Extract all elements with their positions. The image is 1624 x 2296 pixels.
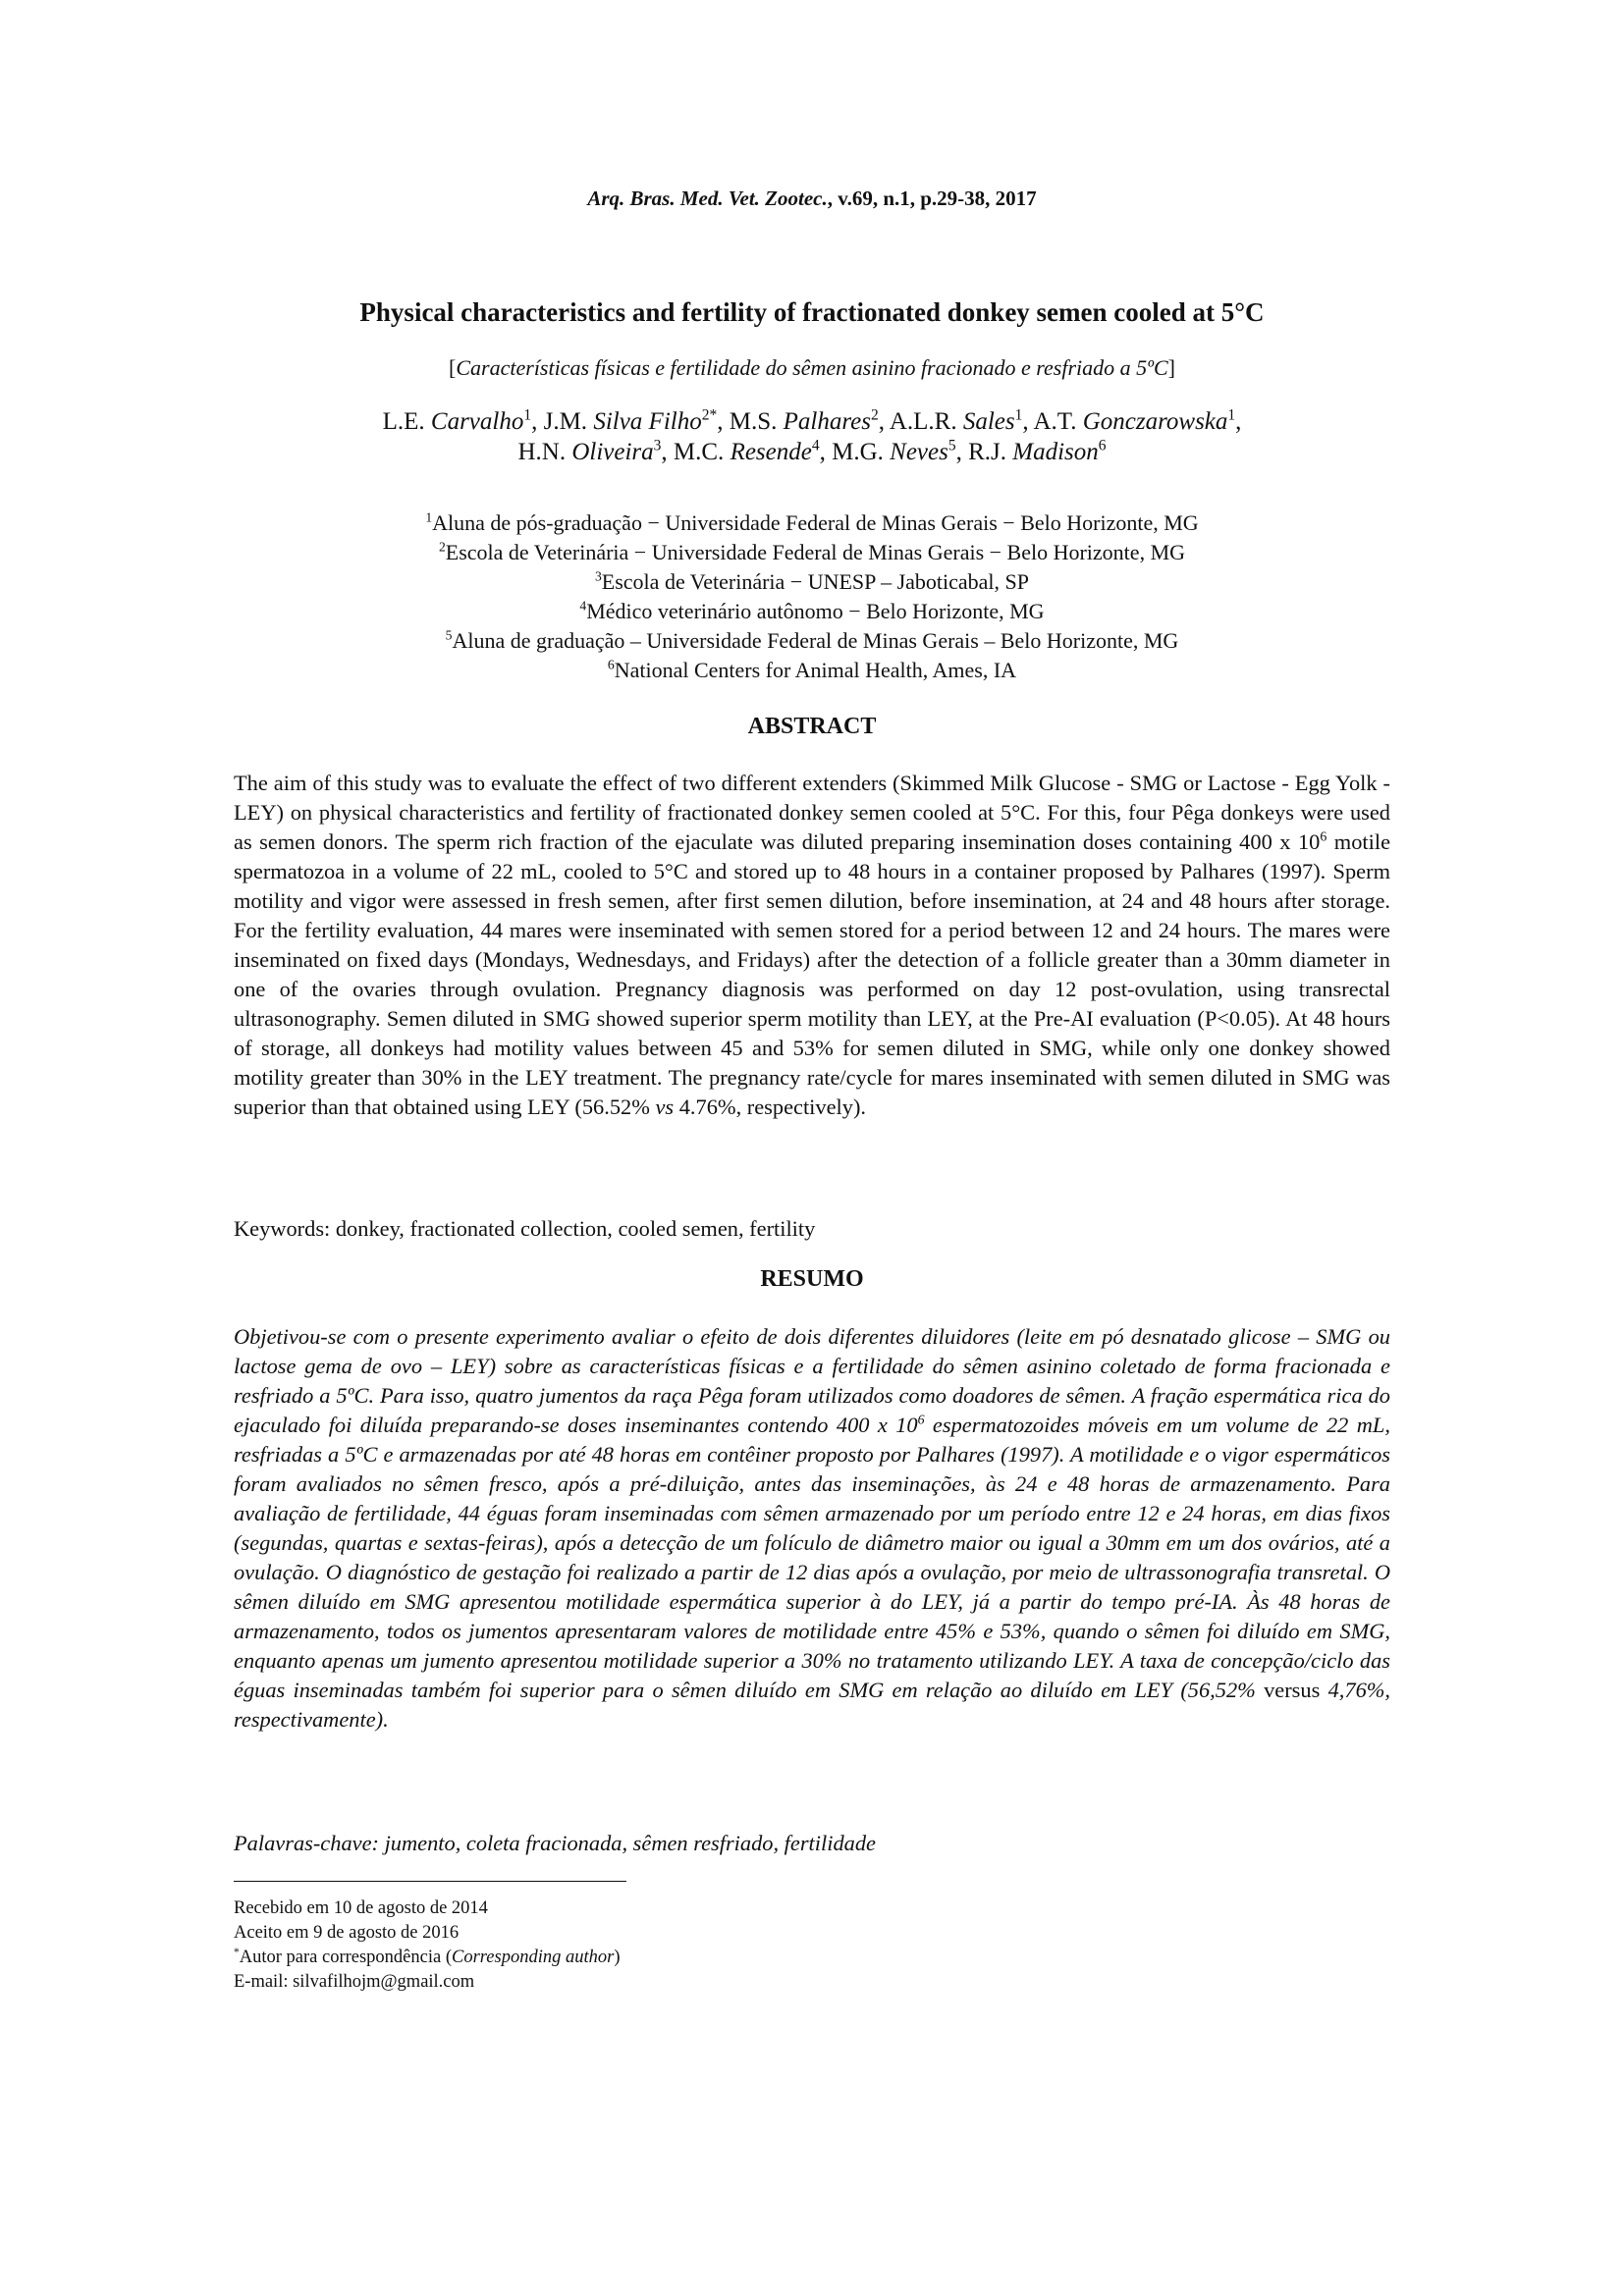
affiliation: $^2$Escola de Veterinária − Universidade Federal de Minas Gerais − Belo Horizonte, MG: [438, 539, 1186, 564]
author: H.N. Oliveira$^3$,: [517, 437, 674, 465]
author: M.S. Palhares$^2$,: [729, 406, 890, 435]
journal-name: Arq. Bras. Med. Vet. Zootec.: [587, 187, 828, 210]
paper-title-portuguese: [Características físicas e fertilidade do sêmen asinino fracionado e resfriado a 5ºC]: [449, 355, 1175, 380]
footnote-accepted: Aceito em 9 de agosto de 2016: [234, 1923, 460, 1943]
title-pt-text: Características físicas e fertilidade do sêmen asinino fracionado e resfriado a 5ºC: [456, 355, 1168, 380]
footnote-email: E-mail: silvafilhojm@gmail.com: [234, 1972, 475, 1992]
affiliation-list: [0, 508, 1624, 685]
author: M.G. Neves$^5$,: [832, 437, 969, 465]
author: L.E. Carvalho$^1$,: [382, 406, 544, 435]
author-list: [0, 406, 1624, 467]
palavras-chave: Palavras-chave: jumento, coleta fracionada, sêmen resfriado, fertilidade: [234, 1831, 876, 1855]
journal-header: [0, 187, 1624, 211]
author: M.C. Resende$^4$,: [673, 437, 833, 465]
affiliation: $^5$Aluna de graduação – Universidade Federal de Minas Gerais – Belo Horizonte, MG: [445, 627, 1179, 653]
footnotes: [234, 1896, 1117, 1995]
author: A.L.R. Sales$^1$,: [889, 406, 1034, 435]
footnote-divider: [234, 1881, 626, 1882]
author: A.T. Gonczarowska$^1$,: [1033, 406, 1242, 435]
author: R.J. Madison$^6$: [968, 437, 1107, 465]
author: J.M. Silva Filho$^{2*}$,: [543, 406, 730, 435]
footnote-received: Recebido em 10 de agosto de 2014: [234, 1898, 488, 1918]
affiliation: $^6$National Centers for Animal Health, Ames, IA: [607, 657, 1017, 682]
abstract-heading: ABSTRACT: [747, 714, 877, 739]
affiliation: $^3$Escola de Veterinária − UNESP – Jaboticabal, SP: [594, 568, 1030, 594]
journal-issue: , v.69, n.1, p.29-38, 2017: [827, 187, 1037, 210]
keywords: Keywords: donkey, fractionated collection, cooled semen, fertility: [234, 1216, 816, 1241]
author-line-1: [0, 406, 1624, 437]
author-line-2: [0, 437, 1624, 467]
abstract-text: The aim of this study was to evaluate the effect of two different extenders (Skimmed Milk Glucose - SMG or Lactose - Egg Yolk - LEY) on physical characteristics and fertility of fractionated donkey semen cooled at 5°C. For this, four Pêga donkeys were used as semen donors. The sperm rich fraction of the ejaculate was diluted preparing insemination doses containing 400 x $10^6$ motile spermatozoa in a volume of 22 mL, cooled to 5°C and stored up to 48 hours in a container proposed by Palhares (1997). Sperm motility and vigor were assessed in fresh semen, after first semen dilution, before insemination, at 24 and 48 hours after storage. For the fertility evaluation, 44 mares were inseminated with semen stored for a period between 12 and 24 hours. The mares were inseminated on fixed days (Mondays, Wednesdays, and Fridays) after the detection of a follicle greater than a 30mm diameter in one of the ovaries through ovulation. Pregnancy diagnosis was performed on day 12 post-ovulation, using transrectal ultrasonography. Semen diluted in SMG showed superior sperm motility than LEY, at the Pre-AI evaluation (P<0.05). At 48 hours of storage, all donkeys had motility values between 45 and 53% for semen diluted in SMG, while only one donkey showed motility greater than 30% in the LEY treatment. The pregnancy rate/cycle for mares inseminated with semen diluted in SMG was superior than that obtained using LEY (56.52% vs 4.76%, respectively).: [234, 771, 1391, 1119]
resumo-text: Objetivou-se com o presente experimento avaliar o efeito de dois diferentes diluidores (leite em pó desnatado glicose – SMG ou lactose gema de ovo – LEY) sobre as características físicas e a fertilidade do sêmen asinino coletado de forma fracionada e resfriado a 5ºC. Para isso, quatro jumentos da raça Pêga foram utilizados como doadores de sêmen. A fração espermática rica do ejaculado foi diluída preparando-se doses inseminantes contendo 400 x $10^6$ espermatozoides móveis em um volume de 22 mL, resfriadas a 5ºC e armazenadas por até 48 horas em contêiner proposto por Palhares (1997). A motilidade e o vigor espermáticos foram avaliados no sêmen fresco, após a pré-diluição, antes das inseminações, às 24 e 48 horas de armazenamento. Para avaliação de fertilidade, 44 éguas foram inseminadas com sêmen armazenado por um período entre 12 e 24 horas, em dias fixos (segundas, quartas e sextas-feiras), após a detecção de um folículo de diâmetro maior ou igual a 30mm em um dos ovários, até a ovulação. O diagnóstico de gestação foi realizado a partir de 12 dias após a ovulação, por meio de ultrassonografia transretal. O sêmen diluído em SMG apresentou motilidade espermática superior à do LEY, já a partir do tempo pré-IA. Às 48 horas de armazenamento, todos os jumentos apresentaram valores de motilidade entre 45% e 53%, quando o sêmen foi diluído em SMG, enquanto apenas um jumento apresentou motilidade superior a 30% no tratamento utilizando LEY. A taxa de concepção/ciclo das éguas inseminadas também foi superior para o sêmen diluído em SMG em relação ao diluído em LEY (56,52% versus 4,76%, respectivamente).: [234, 1324, 1391, 1732]
affiliation: $^1$Aluna de pós-graduação − Universidade Federal de Minas Gerais − Belo Horizonte, MG: [425, 509, 1199, 535]
footnote-corresponding: *Autor para correspondência (Corresponding author): [234, 1946, 621, 1967]
paper-title: Physical characteristics and fertility of fractionated donkey semen cooled at 5°C: [359, 297, 1265, 327]
resumo-heading: RESUMO: [760, 1266, 864, 1292]
affiliation: $^4$Médico veterinário autônomo − Belo Horizonte, MG: [579, 598, 1045, 623]
